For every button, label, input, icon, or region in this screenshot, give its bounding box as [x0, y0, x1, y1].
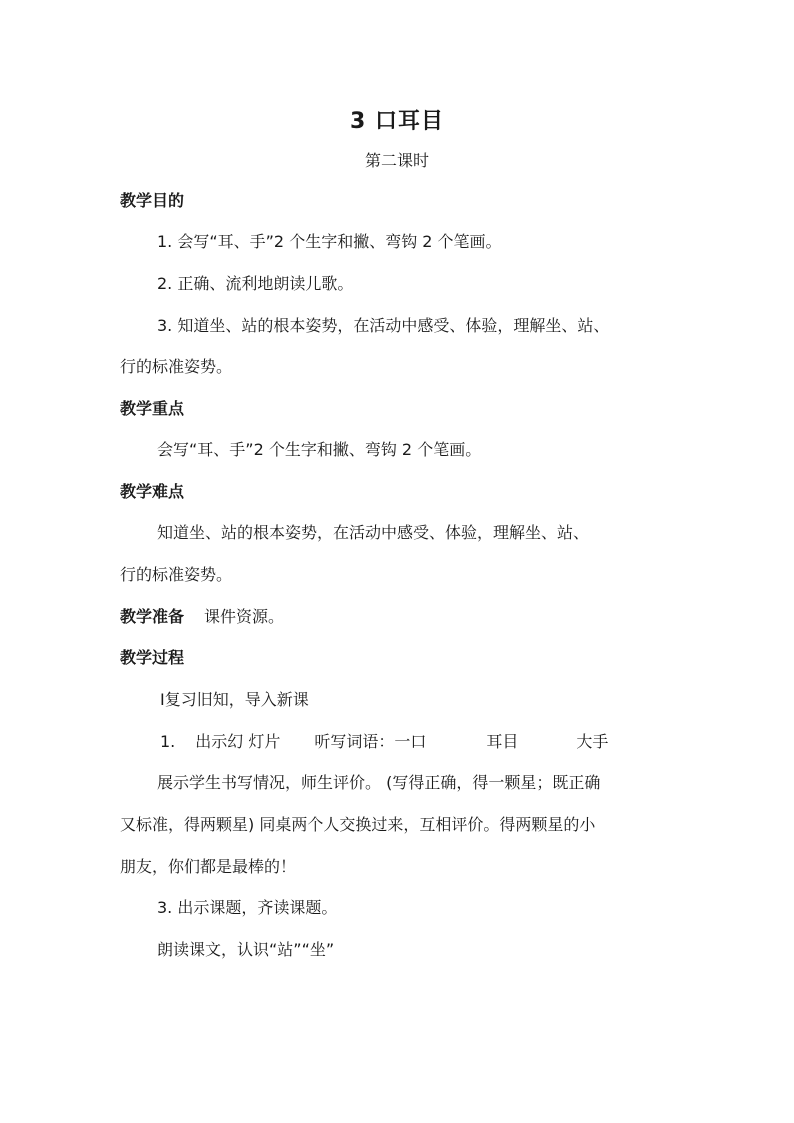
preparation-heading: 教学准备: [120, 607, 185, 626]
goals-heading: 教学目的: [120, 191, 185, 210]
process-paragraph-line-3: 朋友，你们都是最棒的！: [120, 857, 297, 876]
key-points-text: 会写“耳、手”2 个生字和撇、弯钩 2 个笔画。: [157, 440, 482, 459]
step-1-slides: 出示幻 灯片: [195, 732, 281, 751]
step-1-label: 1.: [160, 732, 176, 751]
process-paragraph-line-2: 又标准，得两颗星) 同桌两个人交换过来，互相评价。得两颗星的小: [120, 815, 596, 834]
goal-item-3-continued: 行的标准姿势。: [120, 357, 233, 376]
difficulties-line-2: 行的标准姿势。: [120, 565, 233, 584]
difficulties-line-1: 知道坐、站的根本姿势，在活动中感受、体验，理解坐、站、: [157, 523, 590, 542]
lesson-title: 3 口耳目: [350, 109, 444, 134]
lesson-subtitle: 第二课时: [364, 151, 429, 170]
goal-item-1: 1. 会写“耳、手”2 个生字和撇、弯钩 2 个笔画。: [157, 232, 502, 251]
preparation-row: [120, 606, 284, 628]
process-reading: 朗读课文，认识“站”“坐”: [157, 940, 335, 959]
process-heading: 教学过程: [120, 648, 185, 667]
process-step-1: [160, 731, 608, 753]
step-1-word-3: 大手: [576, 732, 609, 751]
process-step-3: 3. 出示课题，齐读课题。: [157, 898, 338, 917]
key-points-heading: 教学重点: [120, 399, 185, 418]
difficulties-heading: 教学难点: [120, 482, 185, 501]
preparation-text: 课件资源。: [204, 607, 285, 626]
process-section-1: Ⅰ复习旧知，导入新课: [160, 690, 309, 709]
goal-item-3: 3. 知道坐、站的根本姿势，在活动中感受、体验，理解坐、站、: [157, 316, 610, 335]
step-1-word-2: 耳目: [486, 732, 519, 751]
goal-item-2: 2. 正确、流利地朗读儿歌。: [157, 274, 354, 293]
step-1-dictation: 听写词语：一口: [314, 732, 427, 751]
process-paragraph-line-1: 展示学生书写情况，师生评价。 (写得正确，得一颗星；既正确: [157, 773, 601, 792]
